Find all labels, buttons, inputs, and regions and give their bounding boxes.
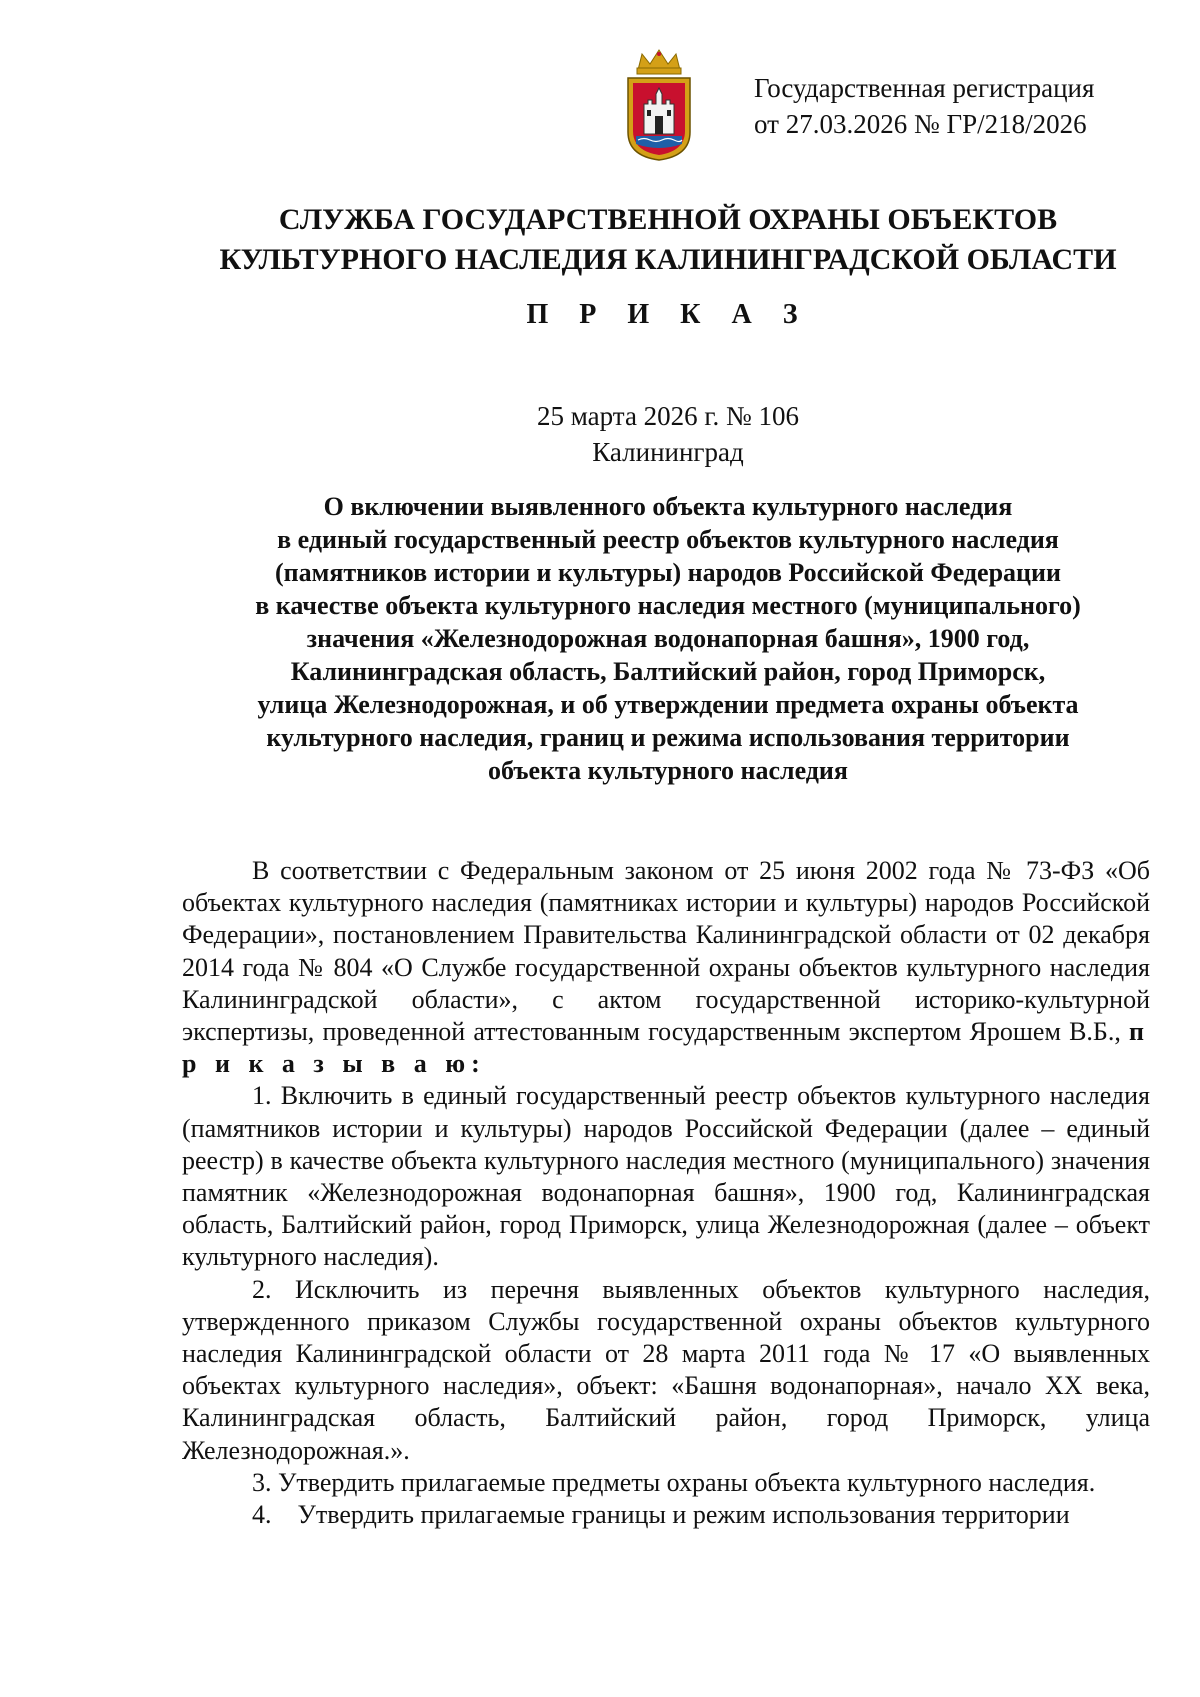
registration-line: от 27.03.2026 № ГР/218/2026 xyxy=(754,109,1087,139)
registration-label: Государственная регистрация xyxy=(754,73,1095,103)
order-word: п р и к а з ы в а ю: xyxy=(182,1017,1151,1079)
title-line: значения «Железнодорожная водонапорная башня», 1900 год, xyxy=(306,624,1030,653)
document-body xyxy=(182,855,1150,1531)
item-4: 4. Утвердить прилагаемые границы и режим использования территории xyxy=(252,1500,1070,1530)
document-title xyxy=(0,490,1200,787)
title-line: в качестве объекта культурного наследия местного (муниципального) xyxy=(255,591,1081,620)
preamble-paragraph xyxy=(182,855,1150,1080)
date-number: 25 марта 2026 г. № 106 xyxy=(537,401,799,431)
title-line: (памятников истории и культуры) народов Российской Федерации xyxy=(275,558,1061,587)
organization-name xyxy=(0,200,1200,280)
city: Калининград xyxy=(592,437,744,467)
title-line: объекта культурного наследия xyxy=(488,756,848,785)
organization-line-2: КУЛЬТУРНОГО НАСЛЕДИЯ КАЛИНИНГРАДСКОЙ ОБЛАСТИ xyxy=(219,243,1117,276)
title-line: в единый государственный реестр объектов культурного наследия xyxy=(277,525,1059,554)
item-1: 1. Включить в единый государственный реестр объектов культурного наследия (памятников истории и культуры) народов Российской Федерации (далее – единый реестр) в качестве объекта культурного наследия местного (муниципального) значения памятник «Железнодорожная водонапорная башня», 1900 год, Калининградская область, Балтийский район, город Приморск, улица Железнодорожная (далее – объект культурного наследия). xyxy=(182,1081,1150,1272)
registration-stamp xyxy=(754,70,1094,142)
item-2: 2. Исключить из перечня выявленных объектов культурного наследия, утвержденного приказом Службы государственной охраны объектов культурного наследия Калининградской области от 28 марта 2011 года № 17 «О выявленных объектах культурного наследия», объект: «Башня водонапорная», начало XX века, Калининградская область, Балтийский район, город Приморск, улица Железнодорожная.». xyxy=(182,1274,1150,1465)
title-line: О включении выявленного объекта культурного наследия xyxy=(323,492,1013,521)
organization-line-1: СЛУЖБА ГОСУДАРСТВЕННОЙ ОХРАНЫ ОБЪЕКТОВ xyxy=(278,203,1058,236)
kaliningrad-coat-of-arms-icon xyxy=(624,48,694,162)
preamble-text: В соответствии с Федеральным законом от 25 июня 2002 года № 73-ФЗ «Об объектах культурного наследия (памятниках истории и культуры) народов Российской Федерации», постановлением Правительства Калининградской области от 02 декабря 2014 года № 804 «О Службе государственной охраны объектов культурного наследия Калининградской области», с актом государственной историко-культурной экспертизы, проведенной аттестованным государственным экспертом Ярошем В.Б., xyxy=(182,856,1150,1047)
date-block xyxy=(0,398,1200,470)
title-line: Калининградская область, Балтийский район, город Приморск, xyxy=(290,657,1046,686)
title-line: улица Железнодорожная, и об утверждении предмета охраны объекта xyxy=(257,690,1079,719)
title-line: культурного наследия, границ и режима использования территории xyxy=(266,723,1070,752)
item-3: 3. Утвердить прилагаемые предметы охраны объекта культурного наследия. xyxy=(252,1467,1096,1497)
document-type: П Р И К А З xyxy=(526,299,810,330)
